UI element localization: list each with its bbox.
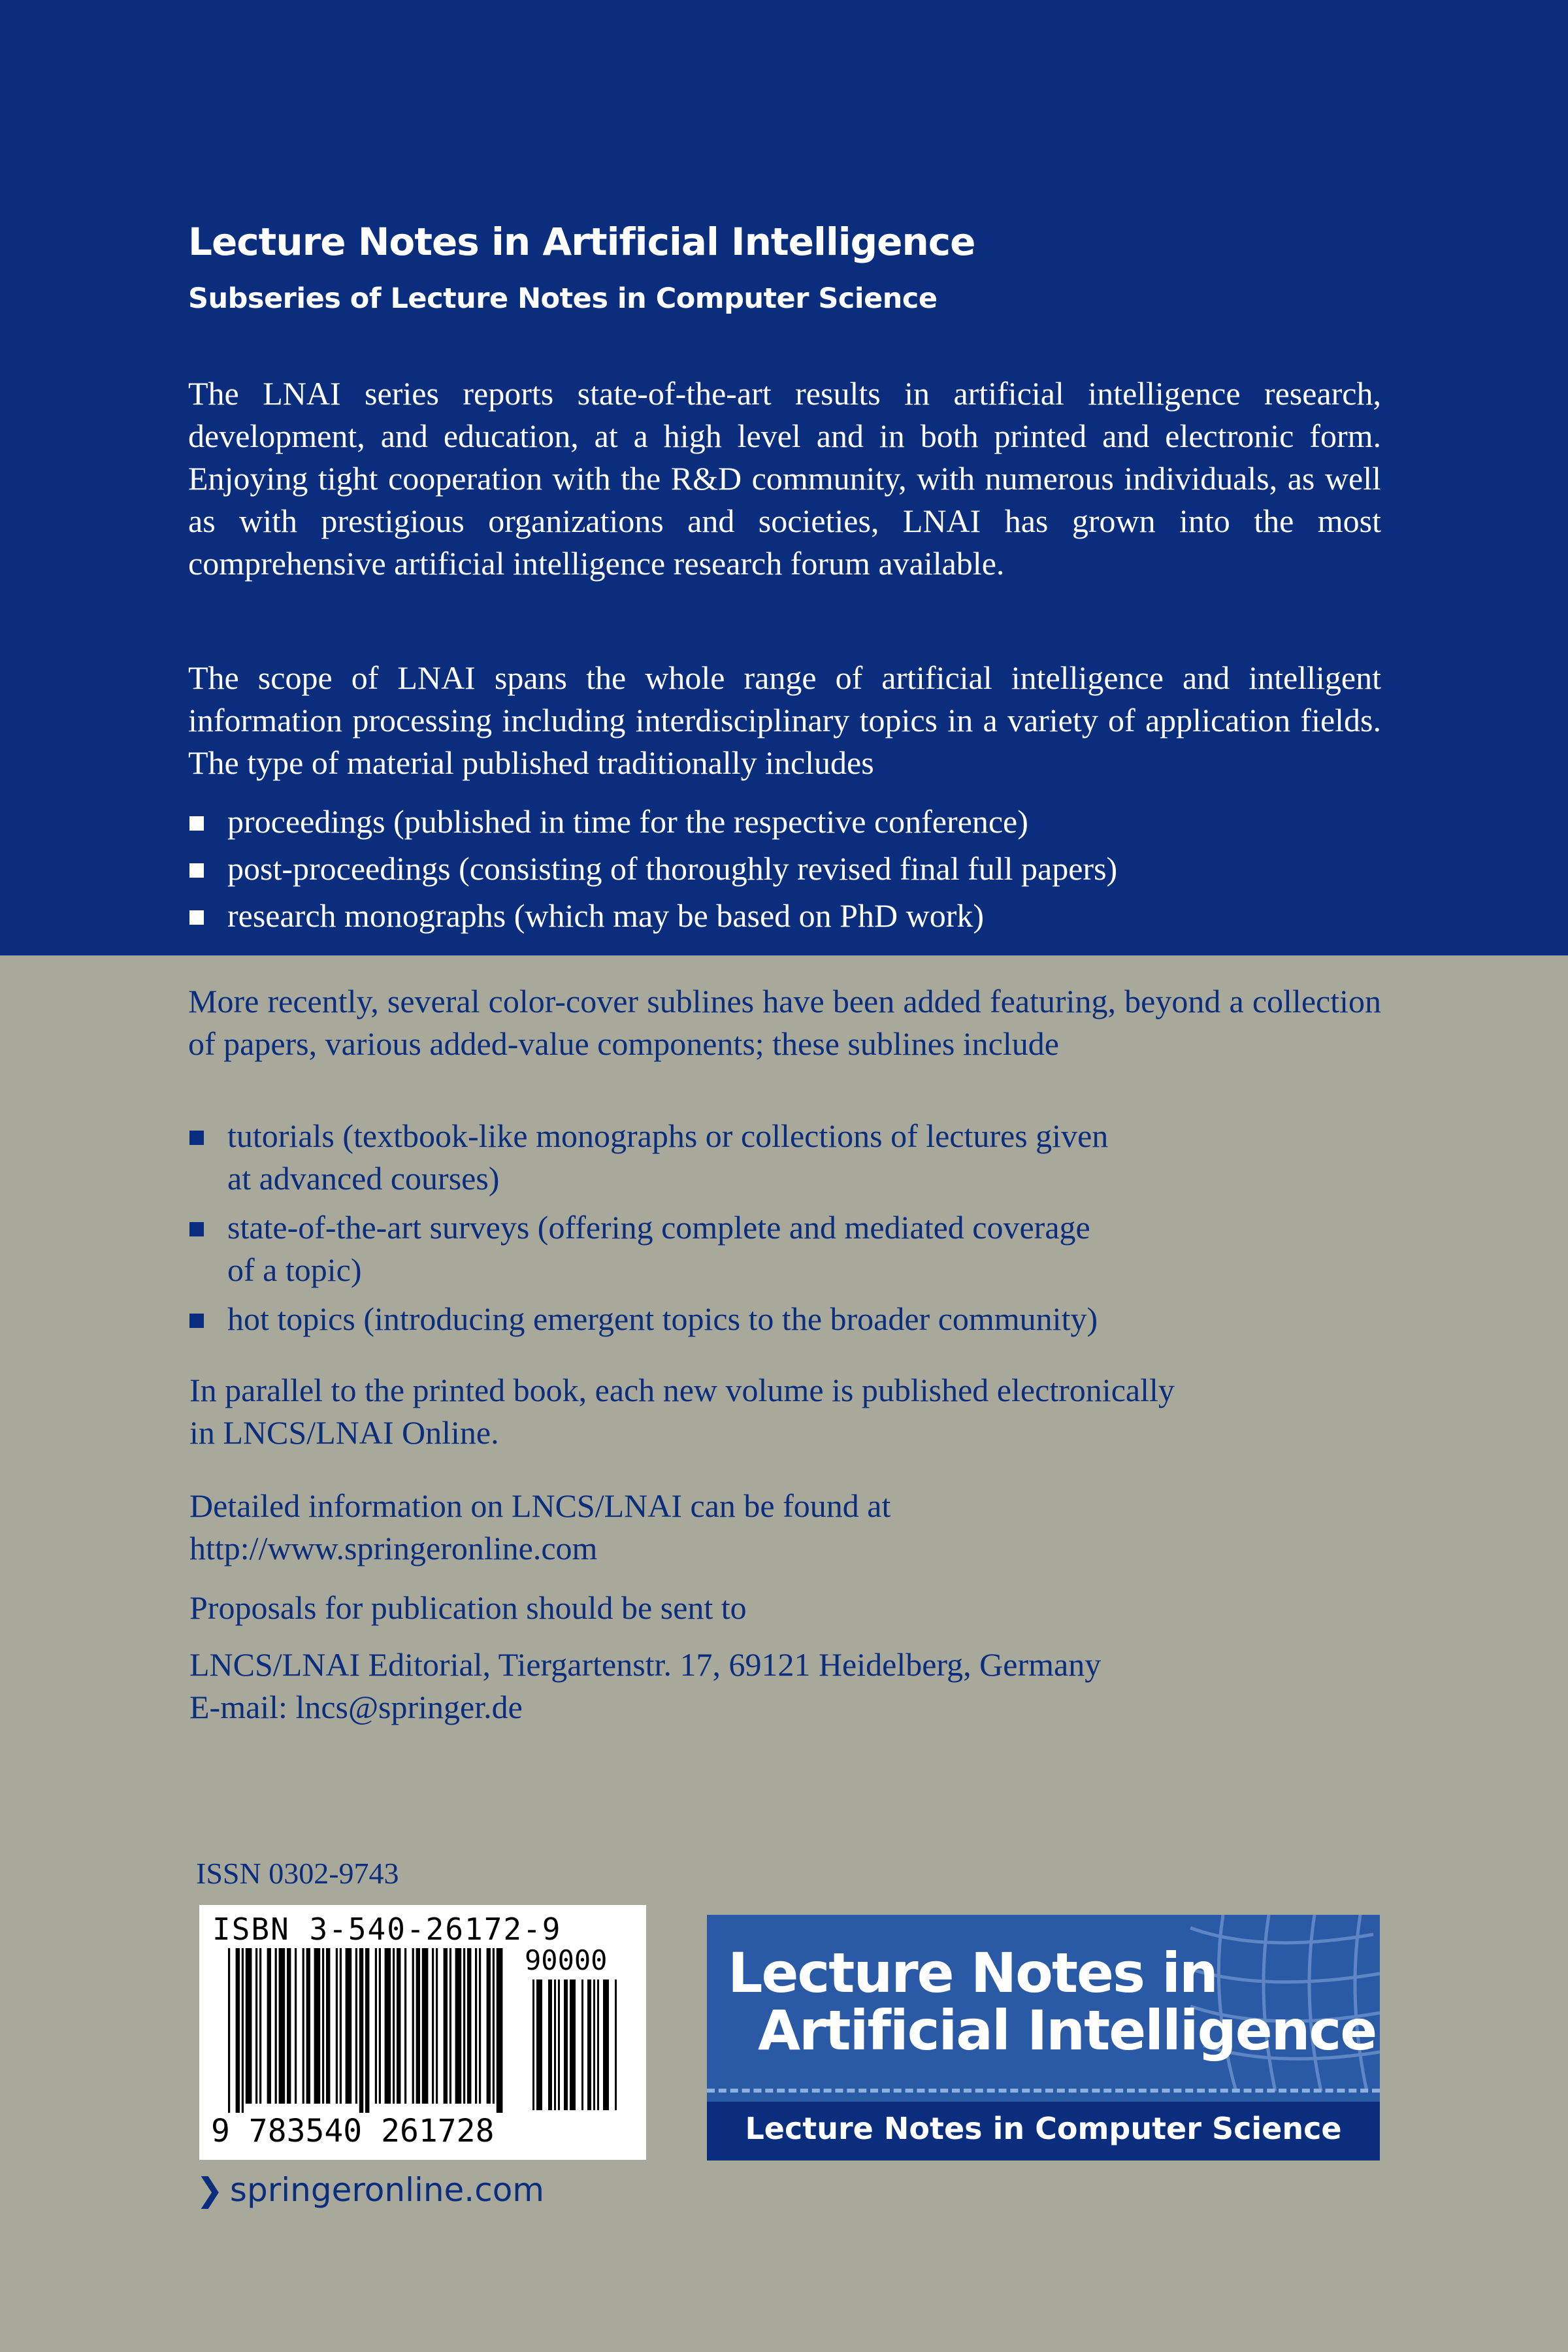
online-line-1: In parallel to the printed book, each new volume is published electronically — [189, 1372, 1175, 1408]
list-item: post-proceedings (consisting of thoroughly revised final full papers) — [188, 848, 1117, 890]
barcode-bar — [246, 1948, 252, 2104]
barcode-bar — [436, 1948, 438, 2104]
address-line: LNCS/LNAI Editorial, Tiergartenstr. 17, 69121 Heidelberg, Germany — [189, 1646, 1102, 1683]
barcode-bar — [279, 1948, 286, 2104]
series-logo — [707, 1915, 1380, 2161]
issn: ISSN 0302-9743 — [196, 1857, 399, 1890]
logo-divider — [707, 2089, 1380, 2093]
barcode-addon-bar — [587, 1979, 591, 2110]
list-item: state-of-the-art surveys (offering complete and mediated coverage of a topic) — [188, 1206, 1108, 1291]
barcode-addon-bar — [593, 1979, 595, 2110]
barcode-bar — [397, 1948, 400, 2104]
barcode-addon-bar — [536, 1979, 542, 2110]
barcode-bar — [336, 1948, 338, 2104]
logo-subtitle: Lecture Notes in Computer Science — [745, 2111, 1342, 2146]
barcode-bar — [259, 1948, 261, 2104]
barcode-bar — [463, 1948, 465, 2104]
series-title: Lecture Notes in Artificial Intelligence — [188, 220, 975, 264]
bullet-square-icon — [189, 910, 204, 925]
bullet-square-icon — [189, 863, 204, 878]
barcode-bar — [295, 1948, 297, 2104]
bullet-square-icon — [189, 1222, 204, 1236]
sublines-list — [188, 1115, 1108, 1347]
barcode-bar — [493, 1948, 495, 2104]
barcode-addon-bar — [564, 1979, 568, 2110]
material-list — [188, 801, 1117, 942]
barcode-bar — [355, 1948, 357, 2104]
barcode-addon-number: 90000 — [525, 1944, 608, 1976]
barcode-bar — [455, 1948, 462, 2104]
series-subtitle: Subseries of Lecture Notes in Computer Science — [188, 282, 938, 315]
springer-link[interactable]: ❯ springeronline.com — [196, 2171, 544, 2209]
sublines-paragraph: More recently, several color-cover sublines have been added featuring, beyond a collection of papers, various added-value components; these sublines include — [188, 983, 1381, 1062]
barcode-bar — [432, 1948, 434, 2104]
list-item: tutorials (textbook-like monographs or collections of lectures given at advanced courses) — [188, 1115, 1108, 1200]
barcode-bar — [236, 1948, 240, 2113]
barcode-bar — [404, 1948, 406, 2104]
list-item: hot topics (introducing emergent topics to the broader community) — [188, 1298, 1108, 1340]
barcode-bar — [340, 1948, 342, 2104]
list-item: proceedings (published in time for the respective conference) — [188, 801, 1117, 843]
barcode-addon-bar — [548, 1979, 552, 2110]
barcode-addon-bar — [558, 1979, 560, 2110]
barcode-bar — [275, 1948, 277, 2104]
intro-paragraph: The LNAI series reports state-of-the-art results in artificial intelligence research, development, and education, at a high level and in both printed and electronic form. Enjoying tight cooperation with the R&D community, with numerous individuals, as well as with prestigious organizations and societies, LNAI has grown into the most comprehensive artificial intelligence research forum available. — [188, 375, 1381, 582]
logo-title-line-2: Artificial Intelligence — [758, 1998, 1377, 2062]
bullet-square-icon — [189, 816, 204, 831]
barcode — [199, 1905, 646, 2160]
barcode-addon-bar — [581, 1979, 583, 2110]
barcode-bar — [497, 1948, 503, 2113]
barcode-bar — [385, 1948, 391, 2104]
barcode-addon-bar — [603, 1979, 609, 2110]
barcode-bar — [467, 1948, 471, 2104]
barcode-bar — [487, 1948, 491, 2104]
barcode-addon-bar — [570, 1979, 576, 2110]
website-link[interactable]: http://www.springeronline.com — [189, 1530, 598, 1566]
barcode-addon-bar — [615, 1979, 617, 2110]
barcode-bar — [479, 1948, 481, 2104]
barcode-bar — [449, 1948, 451, 2104]
barcode-bar — [314, 1948, 321, 2104]
barcode-bar — [416, 1948, 420, 2104]
bullet-square-icon — [189, 1131, 204, 1145]
barcode-bar — [365, 1948, 369, 2113]
barcode-bar — [359, 1948, 363, 2113]
barcode-bar — [475, 1948, 477, 2104]
bullet-square-icon — [189, 1314, 204, 1328]
barcode-addon-bar — [597, 1979, 599, 2110]
barcode-bar — [393, 1948, 395, 2104]
barcode-bar — [306, 1948, 310, 2104]
barcode-isbn: ISBN 3-540-26172-9 — [212, 1912, 562, 1947]
online-line-2: in LNCS/LNAI Online. — [189, 1414, 499, 1451]
barcode-bar — [379, 1948, 381, 2104]
barcode-addon-bar — [532, 1979, 534, 2110]
barcode-bar — [302, 1948, 304, 2104]
barcode-bar — [375, 1948, 377, 2104]
barcode-bar — [322, 1948, 324, 2104]
proposals-line: Proposals for publication should be sent to — [189, 1589, 747, 1626]
barcode-bar — [346, 1948, 352, 2104]
barcode-bar — [287, 1948, 291, 2104]
barcode-number: 9 783540 261728 — [211, 2113, 495, 2149]
logo-title-line-1: Lecture Notes in — [728, 1941, 1217, 2005]
barcode-bar — [228, 1948, 230, 2113]
barcode-bar — [422, 1948, 429, 2104]
barcode-bar — [412, 1948, 414, 2104]
chevron-right-icon: ❯ — [196, 2171, 223, 2209]
email-line[interactable]: E-mail: lncs@springer.de — [189, 1689, 523, 1725]
barcode-bar — [444, 1948, 448, 2104]
scope-paragraph: The scope of LNAI spans the whole range of artificial intelligence and intelligent information processing including interdisciplinary topics in a variety of application fields. The type of material published traditionally includes — [188, 659, 1381, 781]
info-line-1: Detailed information on LNCS/LNAI can be found at — [189, 1487, 891, 1524]
barcode-bars — [225, 1948, 630, 2118]
barcode-bar — [326, 1948, 330, 2104]
list-item: research monographs (which may be based on PhD work) — [188, 895, 1117, 937]
barcode-bar — [255, 1948, 257, 2104]
barcode-bar — [242, 1948, 244, 2113]
barcode-bar — [267, 1948, 271, 2104]
barcode-addon-bar — [554, 1979, 556, 2110]
